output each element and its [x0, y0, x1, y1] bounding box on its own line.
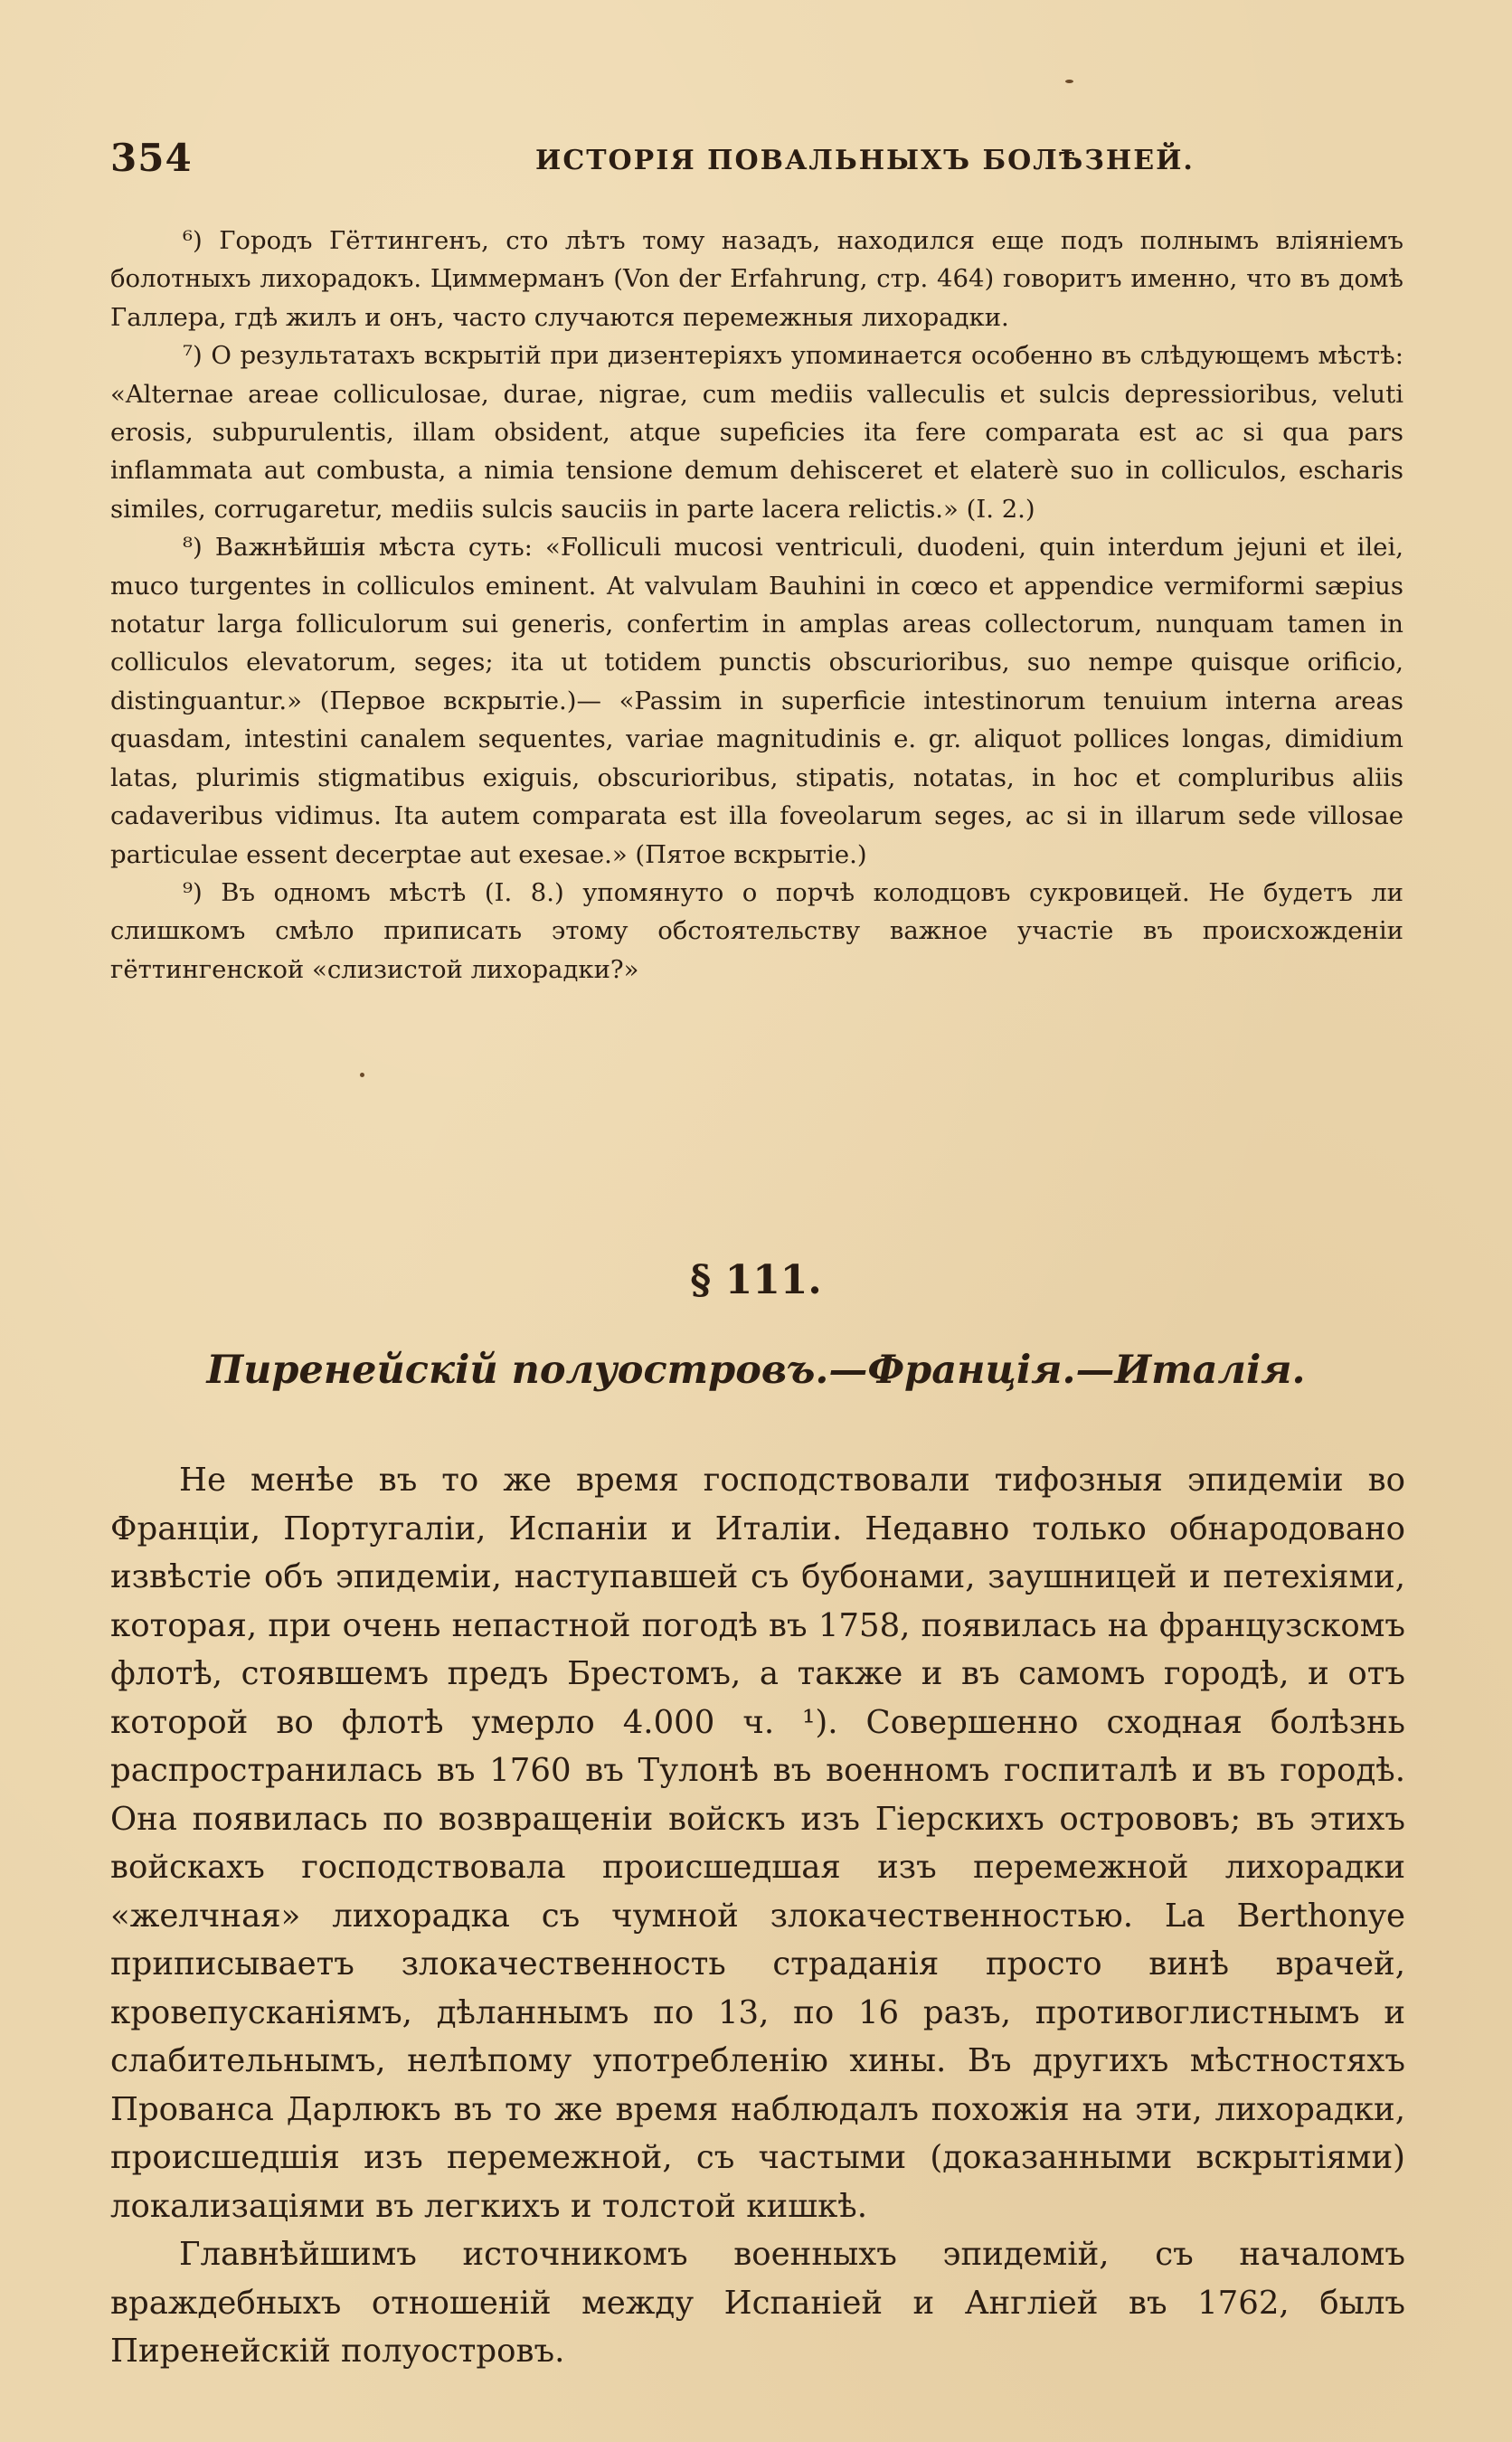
- ink-speck: [360, 1073, 364, 1077]
- paragraph: Главнѣйшимъ источникомъ военныхъ эпидемій, съ началомъ враждебныхъ отношеній между Испаніей и Англіей въ 1762, былъ Пиренейскій полуостровъ.: [110, 2236, 1405, 2370]
- page-number: 354: [110, 136, 193, 180]
- section-number: § 111.: [690, 1257, 822, 1303]
- running-title: ИСТОРІЯ ПОВАЛЬНЫХЪ БОЛѢЗНЕЙ.: [535, 145, 1195, 176]
- body-text: [110, 1456, 1405, 2376]
- footnote: ⁸) Важнѣйшія мѣста суть: «Folliculi mucosi ventriculi, duodeni, quin interdum jejuni et ilei, muco turgentes in colliculos eminent. At valvulam Bauhini in cœco et appendice vermiformi sæpius notatur larga folliculorum sui generis, confertim in amplas areas collectorum, nunquam tamen in colliculos elevatorum, seges; ita ut totidem punctis obscurioribus, suo nempe quisque orificio, distinguantur.» (Первое вскрытіе.)— «Passim in superficie intestinorum tenuium interna areas quasdam, intestini canalem sequentes, variae magnitudinis e. gr. aliquot pollices longas, dimidium latas, plurimis stigmatibus exiguis, obscurioribus, stipatis, notatas, in hoc et compluribus aliis cadaveribus vidimus. Ita autem comparata est illa foveolarum seges, ac si in illarum sede villosae particulae essent decerptae aut exesae.» (Пятое вскрытіе.): [110, 533, 1403, 869]
- footnote: ⁷) О результатахъ вскрытій при дизентеріяхъ упоминается особенно въ слѣдующемъ мѣстѣ: «Alternae areae colliculosae, durae, nigrae, cum mediis valleculis et sulcis depressioribus, veluti erosis, subpurulentis, illam obsident, atque supeficies ita fere comparata est ac si qua pars inflammata aut combusta, a nimia tensione demum dehisceret et elaterè suo in colliculos, escharis similes, corrugaretur, mediis sulcis sauciis in parte lacera relictis.» (I. 2.): [110, 341, 1403, 524]
- ink-speck: [1065, 80, 1073, 83]
- page-header: [110, 136, 1403, 190]
- section-title: Пиренейскій полуостровъ.—Франція.—Италія.: [206, 1348, 1306, 1393]
- paragraph: Не менѣе въ то же время господствовали тифозныя эпидеміи во Франціи, Португаліи, Испаніи и Италіи. Недавно только обнародовано извѣстіе объ эпидеміи, наступавшей съ бубонами, заушницей и петехіями, которая, при очень непастной погодѣ въ 1758, появилась на французскомъ флотѣ, стоявшемъ предъ Брестомъ, а также и въ самомъ городѣ, и отъ которой во флотѣ умерло 4.000 ч. ¹). Совершенно сходная болѣзнь распространилась въ 1760 въ Тулонѣ въ военномъ госпиталѣ и въ городѣ. Она появилась по возвращеніи войскъ изъ Гіерскихъ острововъ; въ этихъ войскахъ господствовала происшедшая изъ перемежной лихорадки «желчная» лихорадка съ чумной злокачественностью. La Berthonye приписываетъ злокачественность страданія просто винѣ врачей, кровепусканіямъ, дѣланнымъ по 13, по 16 разъ, противоглистнымъ и слабительнымъ, нелѣпому употребленію хины. Въ другихъ мѣстностяхъ Прованса Дарлюкъ въ то же время наблюдалъ похожія на эти, лихорадки, происшедшія изъ перемежной, съ частыми (доказанными вскрытіями) локализаціями въ легкихъ и толстой кишкѣ.: [110, 1462, 1405, 2225]
- footnote: ⁶) Городъ Гёттингенъ, сто лѣтъ тому назадъ, находился еще подъ полнымъ вліяніемъ болотныхъ лихорадокъ. Циммерманъ (Von der Erfahrung, стр. 464) говоритъ именно, что въ домѣ Галлера, гдѣ жилъ и онъ, часто случаются перемежныя лихорадки.: [110, 226, 1403, 332]
- footnote: ⁹) Въ одномъ мѣстѣ (I. 8.) упомянуто о порчѣ колодцовъ сукровицей. Не будетъ ли слишкомъ смѣло приписать этому обстоятельству важное участіе въ происхожденіи гёттингенской «слизистой лихорадки?»: [110, 877, 1403, 984]
- footnotes: [110, 222, 1403, 989]
